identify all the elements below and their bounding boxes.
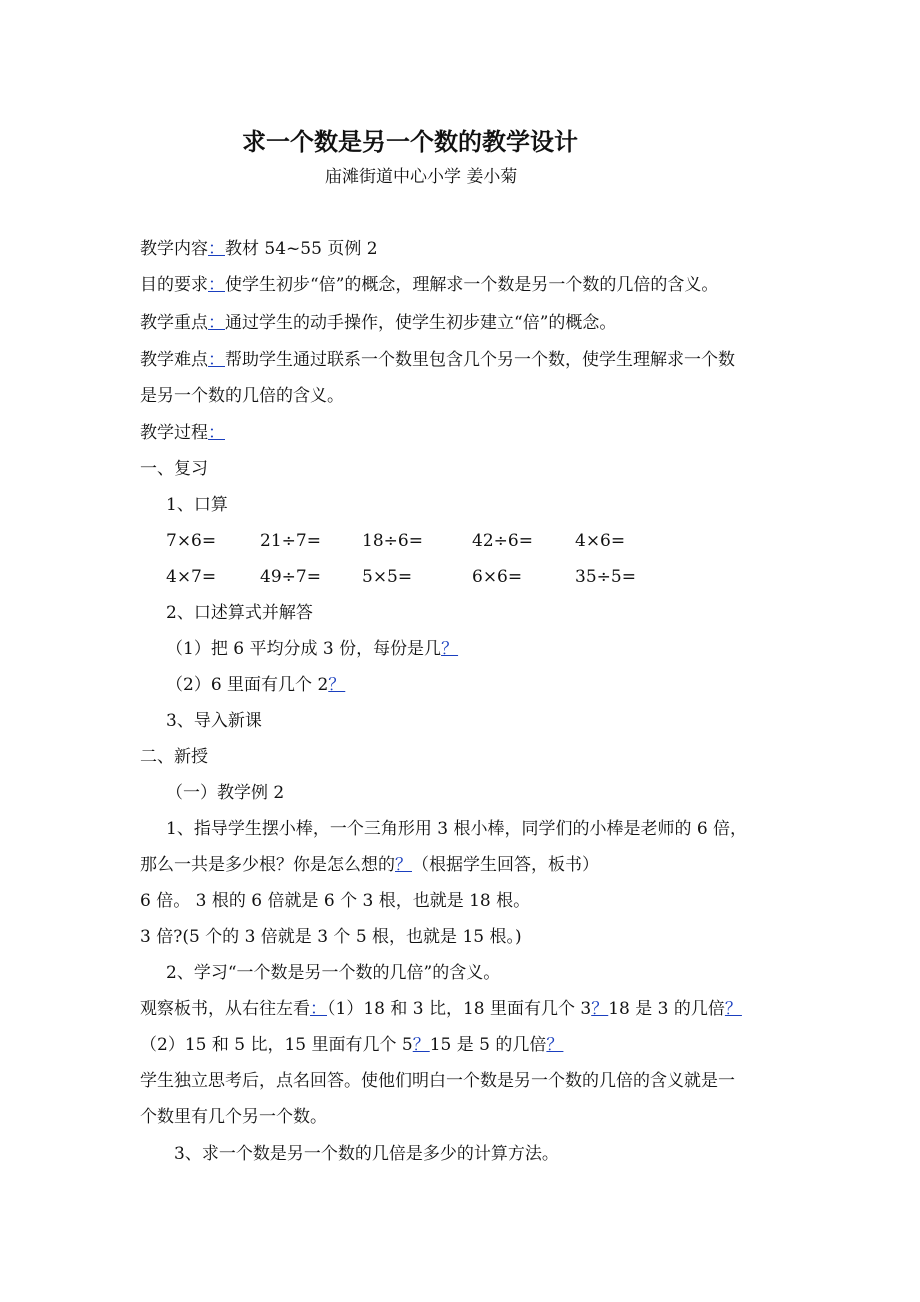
oral-explain-heading: 2、口述算式并解答 (166, 603, 313, 623)
paragraph-1-cont: 那么一共是多少根？你是怎么想的？（根据学生回答，板书） (140, 855, 599, 875)
teaching-goal: 目的要求：使学生初步“倍”的概念，理解求一个数是另一个数的几倍的含义。 (140, 275, 719, 295)
paragraph-2-summary-cont: 个数里有几个另一个数。 (140, 1107, 327, 1127)
oral-calc-item: 4×7= (166, 567, 217, 587)
oral-calc-item: 49÷7= (260, 567, 321, 587)
paragraph-2-summary: 学生独立思考后，点名回答。使他们明白一个数是另一个数的几倍的含义就是一 (140, 1071, 735, 1091)
paragraph-2-compare: （2）15 和 5 比，15 里面有几个 5？15 是 5 的几倍？ (140, 1035, 564, 1055)
paragraph-2: 2、学习“一个数是另一个数的几倍”的含义。 (166, 963, 501, 983)
oral-calc-item: 35÷5= (575, 567, 636, 587)
oral-calc-item: 5×5= (362, 567, 413, 587)
oral-calc-item: 21÷7= (260, 531, 321, 551)
author-line: 庙滩街道中心小学 姜小菊 (325, 167, 518, 187)
oral-calc-item: 18÷6= (362, 531, 423, 551)
section-new-lesson: 二、新授 (140, 747, 208, 767)
board-line-1: 6 倍。 3 根的 6 倍就是 6 个 3 根，也就是 18 根。 (140, 891, 531, 911)
document-title: 求一个数是另一个数的教学设计 (242, 128, 578, 156)
question-1: （1）把 6 平均分成 3 份，每份是几？ (166, 639, 459, 659)
oral-calc-item: 42÷6= (472, 531, 533, 551)
paragraph-2-observe: 观察板书，从右往左看：（1）18 和 3 比，18 里面有几个 3？18 是 3 的几倍？ (140, 999, 742, 1019)
example-heading: （一）教学例 2 (166, 783, 285, 803)
oral-calc-item: 6×6= (472, 567, 523, 587)
teaching-process: 教学过程： (140, 423, 225, 443)
question-2: （2）6 里面有几个 2？ (166, 675, 346, 695)
oral-calc-heading: 1、口算 (166, 495, 228, 515)
teaching-difficulty: 教学难点：帮助学生通过联系一个数里包含几个另一个数，使学生理解求一个数 (140, 350, 735, 370)
teaching-content: 教学内容：教材 54~55 页例 2 (140, 239, 378, 259)
paragraph-1: 1、指导学生摆小棒，一个三角形用 3 根小棒，同学们的小棒是老师的 6 倍， (166, 819, 748, 839)
intro-new-lesson: 3、导入新课 (166, 711, 262, 731)
paragraph-3: 3、求一个数是另一个数的几倍是多少的计算方法。 (174, 1144, 559, 1164)
oral-calc-item: 7×6= (166, 531, 217, 551)
board-line-2: 3 倍?(5 个的 3 倍就是 3 个 5 根，也就是 15 根。) (140, 927, 522, 947)
teaching-key-point: 教学重点：通过学生的动手操作，使学生初步建立“倍”的概念。 (140, 313, 617, 333)
section-review: 一、复习 (140, 459, 208, 479)
oral-calc-item: 4×6= (575, 531, 626, 551)
teaching-difficulty-cont: 是另一个数的几倍的含义。 (140, 386, 344, 406)
